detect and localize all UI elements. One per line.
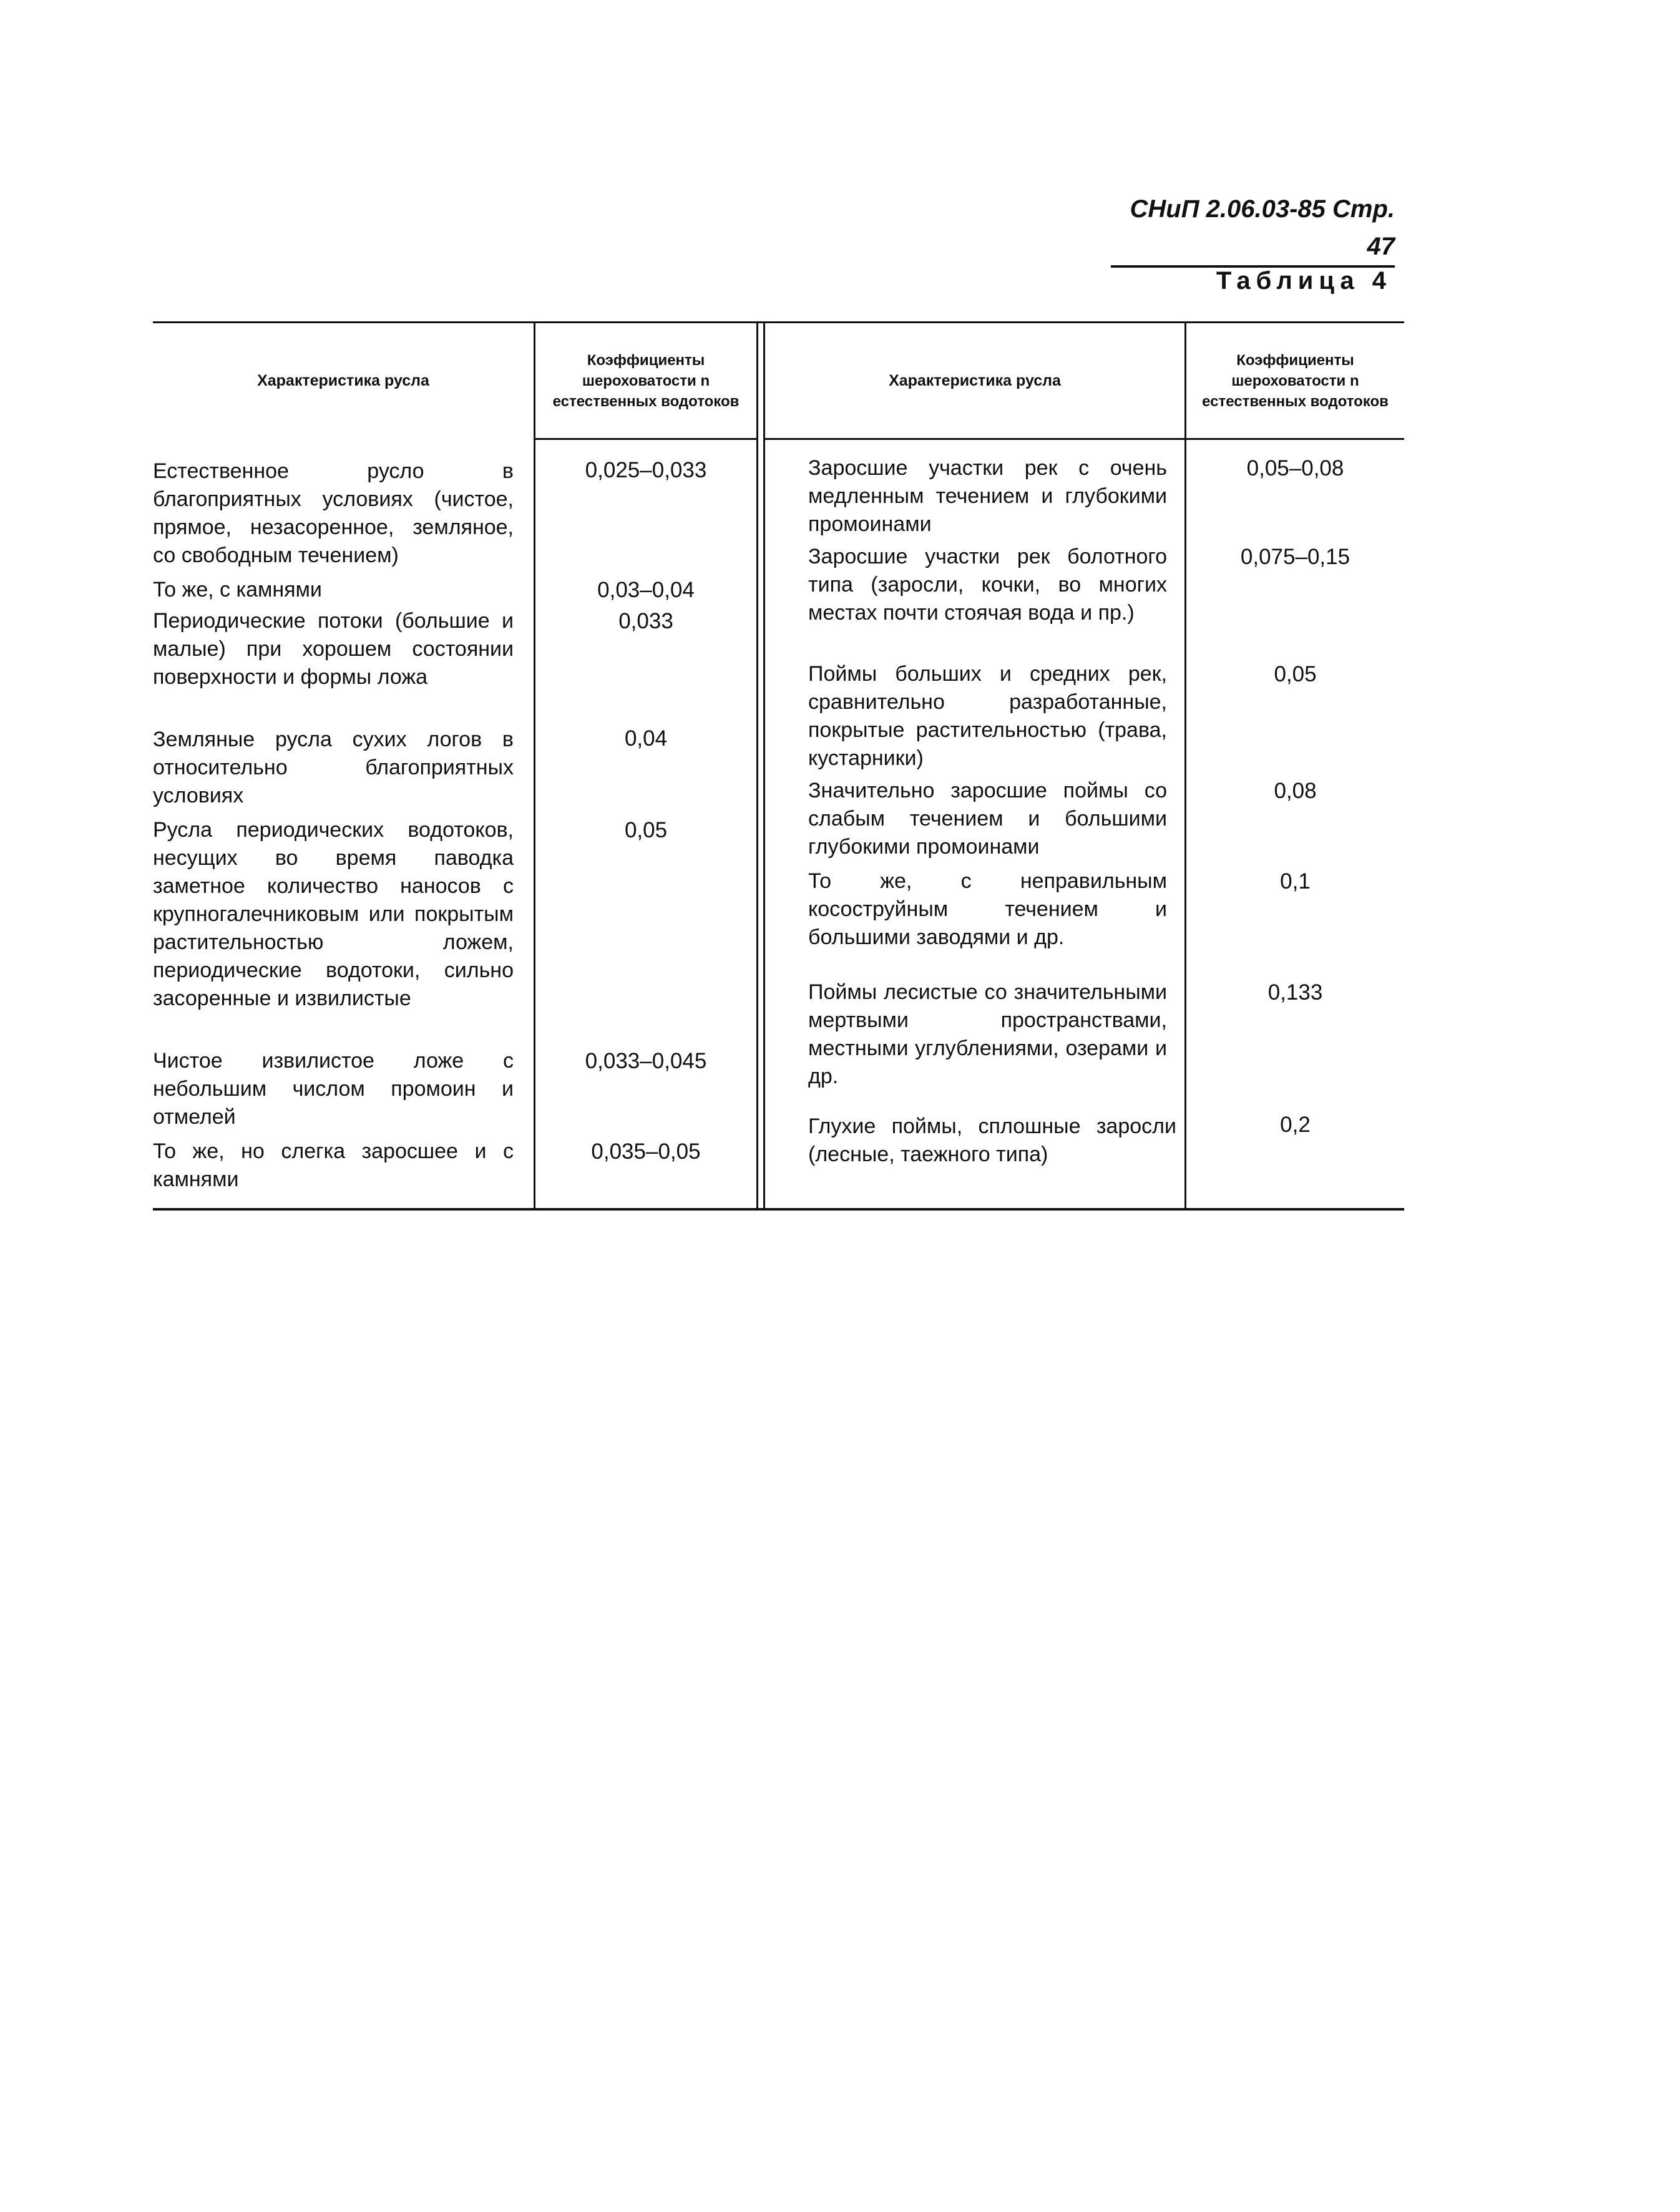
header-rule: [763, 438, 1404, 440]
page-header-reference: СНиП 2.06.03-85 Стр. 47: [1111, 190, 1395, 268]
header-coefficient-right: Коэффициенты шероховатости n естественных водотоков: [1202, 351, 1389, 410]
left-row-3-value: 0,033: [618, 609, 673, 633]
right-row-1-value: 0,05–0,08: [1246, 456, 1344, 480]
left-row-4-text: Земляные русла сухих логов в относительно благоприятных условиях: [153, 728, 514, 807]
left-row-6-text: Чистое извилистое ложе с небольшим числом промоин и отмелей: [153, 1049, 514, 1129]
right-row-7-value: 0,2: [1280, 1113, 1311, 1137]
header-coefficient-left: Коэффициенты шероховатости n естественных водотоков: [552, 351, 740, 410]
right-row-5-text: То же, с неправильным косоструйным течением и большими заводями и др.: [808, 869, 1167, 949]
right-row-4-text: Значительно заросшие поймы со слабым течением и большими глубокими промоинами: [808, 779, 1167, 859]
left-row-6-value: 0,033–0,045: [585, 1049, 707, 1073]
left-row-7-text: То же, но слегка заросшее и с камнями: [153, 1139, 514, 1191]
left-row-2-value: 0,03–0,04: [597, 578, 695, 602]
right-row-1-text: Заросшие участки рек с очень медленным течением и глубокими промоинами: [808, 456, 1167, 536]
left-row-5-value: 0,05: [624, 818, 668, 842]
column-divider-double-b: [763, 323, 765, 1208]
left-row-5-text: Русла периодических водотоков, несущих во время паводка заметное количество наносов с крупногалечниковым или покрытым растительностью ложем, периодические водотоки, сильно засоренные и извилистые: [153, 818, 514, 1010]
column-divider-double-a: [756, 323, 758, 1208]
left-row-3-text: Периодические потоки (большие и малые) при хорошем состоянии поверхности и формы ложа: [153, 609, 514, 689]
left-row-2-text: То же, с камнями: [153, 578, 322, 602]
right-row-5-value: 0,1: [1280, 869, 1311, 894]
roughness-table: [153, 321, 1404, 1211]
right-row-2-text: Заросшие участки рек болотного типа (заросли, кочки, во многих местах почти стоячая вода и пр.): [808, 545, 1167, 625]
right-row-4-value: 0,08: [1274, 779, 1317, 803]
right-row-2-value: 0,075–0,15: [1240, 545, 1350, 569]
left-row-1-value: 0,025–0,033: [585, 458, 707, 482]
header-characteristic-right: Характеристика русла: [889, 371, 1061, 389]
header-rule: [534, 438, 756, 440]
left-row-4-value: 0,04: [624, 726, 668, 751]
right-row-3-text: Поймы больших и средних рек, сравнительно разработанные, покрытые растительностью (трава, кустарники): [808, 662, 1167, 770]
table-caption: Таблица 4: [1216, 267, 1392, 295]
header-characteristic-left: Характеристика русла: [257, 371, 429, 389]
left-row-1-text: Естественное русло в благоприятных условиях (чистое, прямое, незасоренное, земляное, со свободным течением): [153, 459, 514, 567]
right-row-6-text: Поймы лесистые со значительными мертвыми пространствами, местными углублениями, озерами и др.: [808, 980, 1167, 1088]
right-row-6-value: 0,133: [1267, 980, 1323, 1005]
right-row-7-text: Глухие поймы, сплошные заросли (лесные, таежного типа): [808, 1114, 1176, 1166]
left-row-7-value: 0,035–0,05: [591, 1139, 701, 1164]
right-row-3-value: 0,05: [1274, 662, 1317, 686]
